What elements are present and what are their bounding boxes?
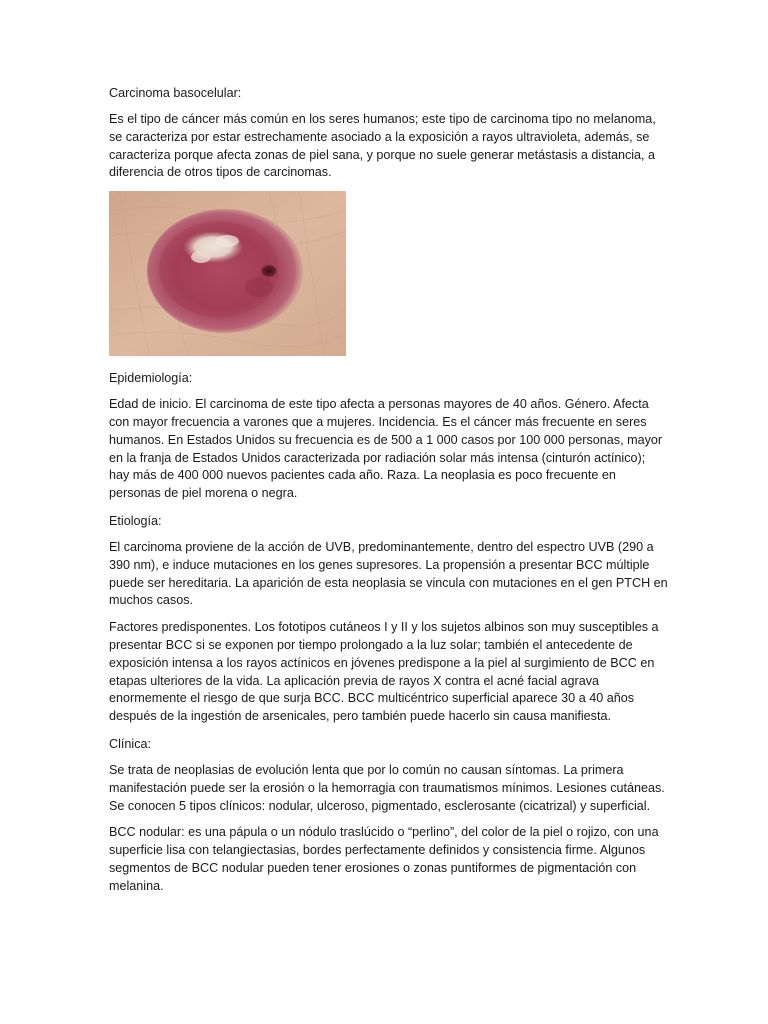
lesion-photo [109,191,346,356]
clinica-paragraph-2: BCC nodular: es una pápula o un nódulo traslúcido o “perlino”, del color de la piel o rojizo, con una superficie lisa con telangiectasias, bordes perfectamente definidos y consistencia firme. Algunos segmentos de BCC nodular pueden tener erosiones o zonas puntiformes de pigmentación con melanina. [109,825,659,893]
clinica-heading: Clínica: [109,736,151,751]
lesion-photo-image [109,191,346,356]
etiologia-paragraph-1: El carcinoma proviene de la acción de UVB, predominantemente, dentro del espectro UVB (290 a 390 nm), e induce mutaciones en los genes supresores. La propensión a presentar BCC múltiple puede ser hereditaria. La aparición de esta neoplasia se vincula con mutaciones en el gen PTCH en muchos casos. [109,539,668,608]
epidemiologia-paragraph: Edad de inicio. El carcinoma de este tipo afecta a personas mayores de 40 años. Género. Afecta con mayor frecuencia a varones que a mujeres. Incidencia. Es el cáncer más frecuente en seres humanos. En Estados Unidos su frecuencia es de 500 a 1 000 casos por 100 000 personas, mayor en la franja de Estados Unidos caracterizada por radiación solar más intensa (cinturón actínico); hay más de 400 000 nuevos pacientes cada año. Raza. La neoplasia es poco frecuente en personas de piel morena o negra. [109,397,663,501]
document-title: Carcinoma basocelular: [109,86,242,100]
clinica-paragraph-1: Se trata de neoplasias de evolución lenta que por lo común no causan síntomas. La primera manifestación puede ser la erosión o la hemorragia con traumatismos mínimos. Lesiones cutáneas. Se conocen 5 tipos clínicos: nodular, ulceroso, pigmentado, esclerosante (cicatrizal) y superficial. [109,762,665,813]
etiologia-paragraph-2: Factores predisponentes. Los fototipos cutáneos I y II y los sujetos albinos son muy susceptibles a presentar BCC si se exponen por tiempo prolongado a la luz solar; también el antecedente de exposición intensa a los rayos actínicos en jóvenes predispone a la piel al surgimiento de BCC en etapas ulteriores de la vida. La aplicación previa de rayos X contra el acné facial agrava enormemente el riesgo de que surja BCC. BCC multicéntrico superficial aparece 30 a 40 años después de la ingestión de arsenicales, pero también puede hacerlo sin causa manifiesta. [109,620,659,724]
document-page [109,84,669,905]
etiologia-heading: Etiología: [109,513,162,528]
intro-paragraph: Es el tipo de cáncer más común en los seres humanos; este tipo de carcinoma tipo no melanoma, se caracteriza por estar estrechamente asociado a la exposición a rayos ultravioleta, además, se caracteriza porque afecta zonas de piel sana, y porque no suele generar metástasis a distancia, a diferencia de otros tipos de carcinomas. [109,112,656,180]
epidemiologia-heading: Epidemiología: [109,371,193,386]
